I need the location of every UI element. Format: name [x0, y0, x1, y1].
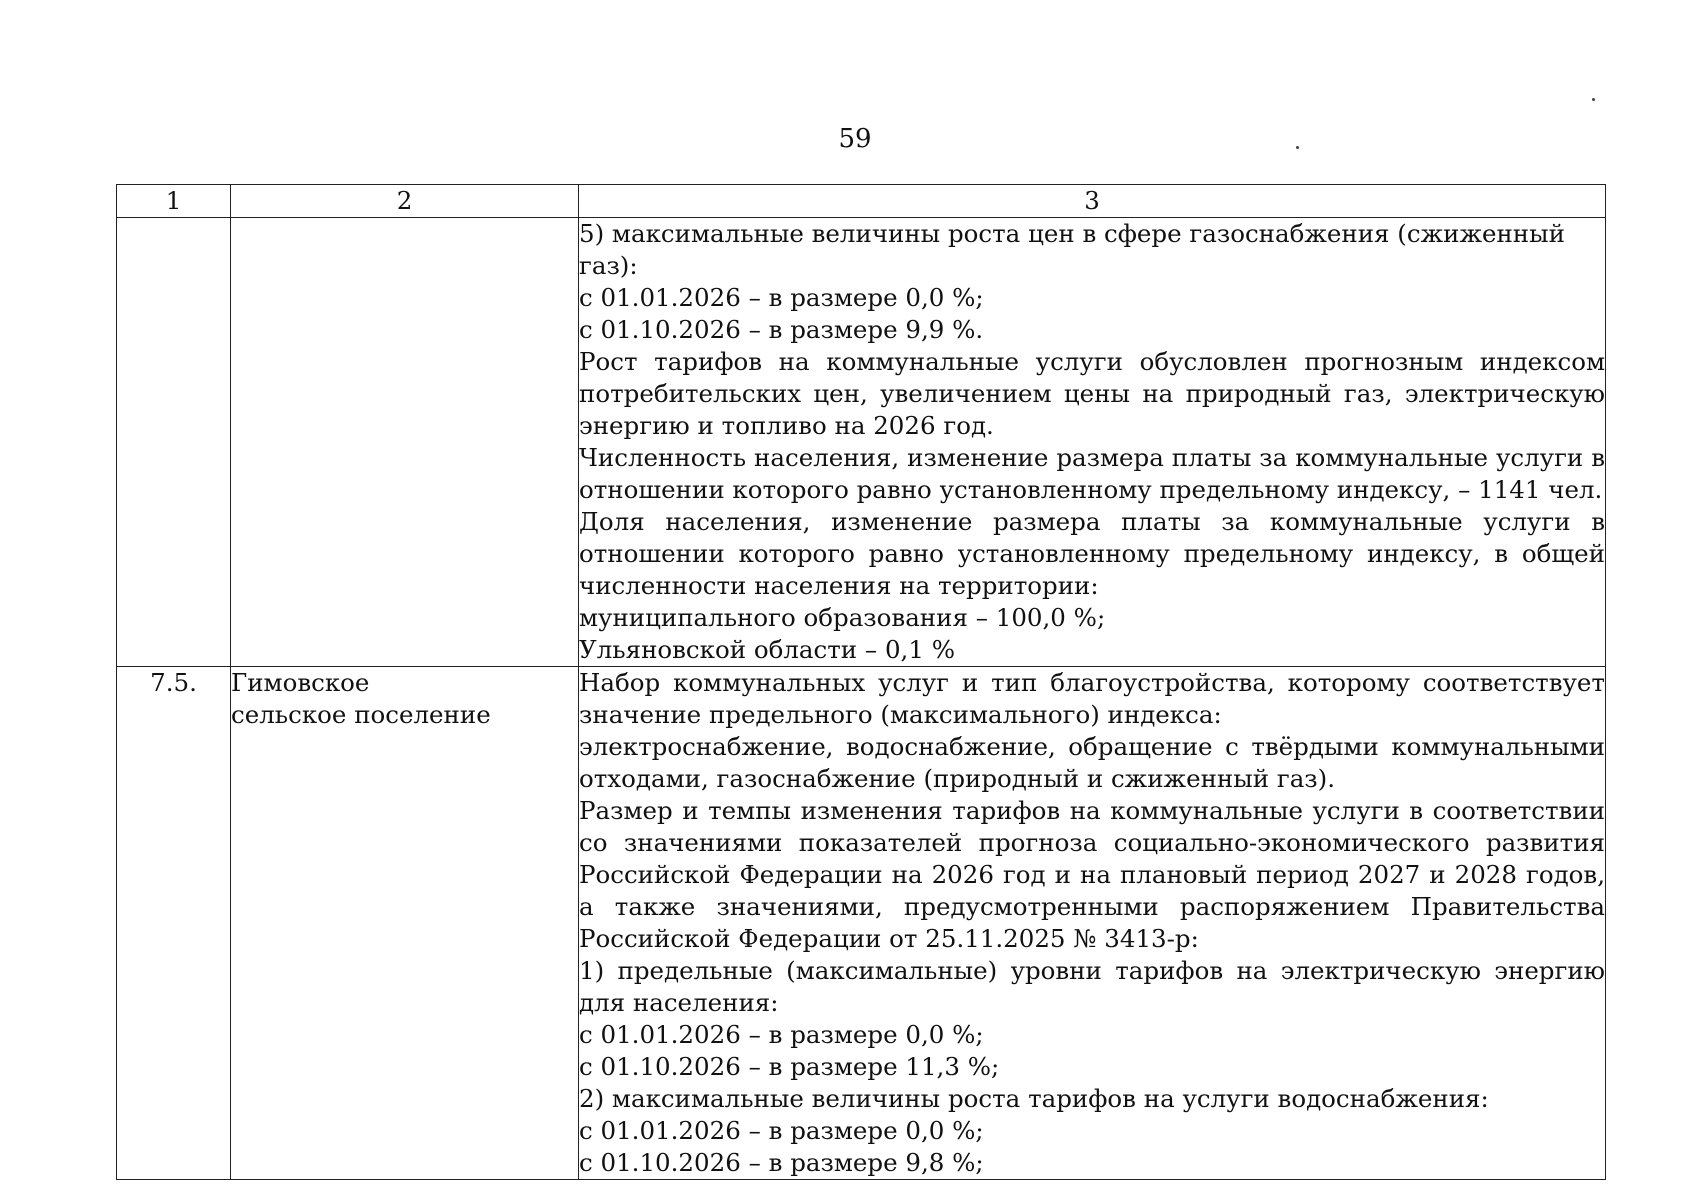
- indicator-paragraph: с 01.10.2026 – в размере 11,3 %;: [579, 1052, 1000, 1081]
- territory-name-cell: [231, 218, 579, 667]
- indicator-paragraph: с 01.10.2026 – в размере 9,9 %.: [579, 315, 984, 344]
- indicator-paragraph: Ульяновской области – 0,1 %: [579, 635, 955, 664]
- indicator-paragraph: электроснабжение, водоснабжение, обращение с твёрдыми коммунальными отходами, газоснабжение (природный и сжиженный газ).: [579, 732, 1605, 793]
- scan-speck: [1592, 98, 1595, 101]
- indicator-paragraph: Рост тарифов на коммунальные услуги обусловлен прогнозным индексом потребительских цен, увеличением цены на природный газ, электрическую энергию и топливо на 2026 год.: [579, 347, 1605, 440]
- indicators-table: [116, 184, 1606, 1180]
- indicator-paragraph: Набор коммунальных услуг и тип благоустройства, которому соответствует значение предельного (максимального) индекса:: [579, 668, 1605, 729]
- table-row: [117, 218, 1606, 667]
- scan-speck: [1296, 146, 1299, 149]
- indicator-paragraph: Численность населения, изменение размера платы за коммунальные услуги в отношении которого равно установленному предельному индексу, – 1141 чел.: [579, 443, 1605, 504]
- territory-name-line: сельское поселение: [231, 700, 491, 729]
- row-number: 7.5.: [150, 668, 197, 697]
- territory-name-cell: [231, 667, 579, 1180]
- territory-name-line: Гимовское: [231, 668, 370, 697]
- indicator-paragraph: Размер и темпы изменения тарифов на коммунальные услуги в соответствии со значениями показателей прогноза социально-экономического развития Российской Федерации на 2026 год и на плановый период 2027 и 2028 годов, а также значениями, предусмотренными распоряжением Правительства Российской Федерации от 25.11.2025 № 3413-р:: [579, 796, 1605, 953]
- indicator-paragraph: с 01.10.2026 – в размере 9,8 %;: [579, 1148, 984, 1177]
- indicator-paragraph: 1) предельные (максимальные) уровни тарифов на электрическую энергию для населения:: [579, 956, 1605, 1017]
- indicators-text-cell: [579, 218, 1606, 667]
- page-number: 59: [838, 124, 872, 154]
- indicators-text-cell: [579, 667, 1606, 1180]
- table-row: [117, 667, 1606, 1180]
- header-cell-3: 3: [579, 185, 1606, 218]
- indicator-paragraph: с 01.01.2026 – в размере 0,0 %;: [579, 1020, 984, 1049]
- indicator-paragraph: Доля населения, изменение размера платы за коммунальные услуги в отношении которого равно установленному предельному индексу, в общей численности населения на территории:: [579, 507, 1605, 600]
- indicator-paragraph: с 01.01.2026 – в размере 0,0 %;: [579, 1116, 984, 1145]
- row-number-cell: [117, 667, 231, 1180]
- header-cell-2: 2: [231, 185, 579, 218]
- indicator-paragraph: с 01.01.2026 – в размере 0,0 %;: [579, 283, 984, 312]
- table-header-row: [117, 185, 1606, 218]
- header-cell-1: 1: [117, 185, 231, 218]
- indicator-paragraph: 5) максимальные величины роста цен в сфере газоснабжения (сжиженный газ):: [579, 219, 1565, 280]
- indicator-paragraph: 2) максимальные величины роста тарифов на услуги водоснабжения:: [579, 1084, 1489, 1113]
- indicator-paragraph: муниципального образования – 100,0 %;: [579, 603, 1106, 632]
- row-number-cell: [117, 218, 231, 667]
